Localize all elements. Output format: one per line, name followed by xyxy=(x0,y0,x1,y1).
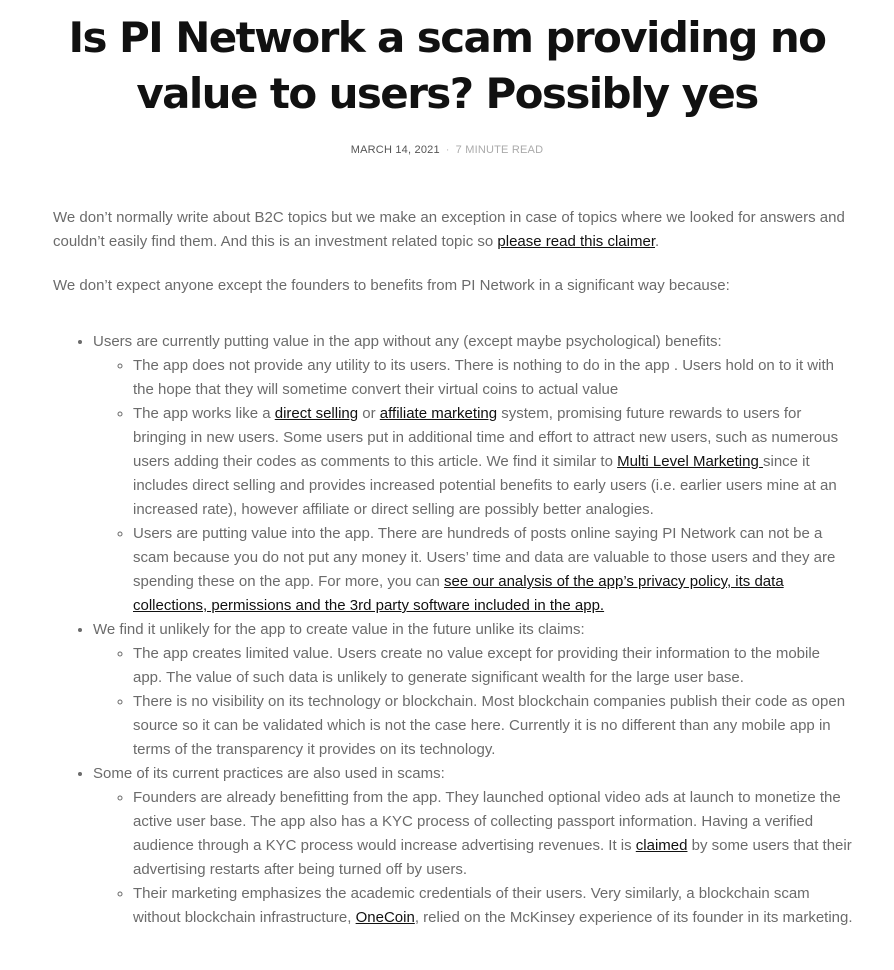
reason-item xyxy=(93,330,853,618)
sub-item: ◦ The app creates limited value. Users create no value except for providing their information to the mobile app. The value of such data is unlikely to generate significant wealth for the large user base. xyxy=(133,642,853,690)
claimed-link[interactable]: claimed xyxy=(635,837,688,854)
sub-list xyxy=(93,354,853,618)
intro-end: . xyxy=(655,233,660,250)
intro-text: We don’t normally write about B2C topics but we make an exception in case of topics where we looked for answers and couldn’t easily find them. And this is an investment related topic so xyxy=(53,209,845,250)
reasons-intro: We don’t expect anyone except the founders to benefits from PI Network in a significant way because: xyxy=(53,277,730,294)
sub-list xyxy=(93,786,853,930)
intro-paragraph xyxy=(53,206,853,254)
sub-text: , relied on the McKinsey experience of its founder in its marketing. xyxy=(414,909,853,926)
publish-date: MARCH 14, 2021 xyxy=(350,144,440,156)
direct-selling-link[interactable]: direct selling xyxy=(274,405,359,422)
sub-text: Founders are already benefitting from the app. They launched optional video ads at launch to monetize the active user base. The app also has a KYC process of collecting passport information. Having a verified audience through a KYC process would increase advertising revenues. It is xyxy=(133,789,841,854)
sub-item xyxy=(133,402,853,522)
sub-item: ◦ The app does not provide any utility to its users. There is nothing to do in the app . Users hold on to it with the hope that they will sometime convert their virtual coins to actual value xyxy=(133,354,853,402)
sub-text: Users are putting value into the app. There are hundreds of posts online saying PI Network can not be a scam because you do not put any money it. Users’ time and data are valuable to those users and they are spending these on the app. For more, you can xyxy=(133,525,836,590)
sub-text: The app works like a xyxy=(133,405,275,422)
sub-list xyxy=(93,642,853,762)
reason-item xyxy=(93,618,853,762)
article-title: Is PI Network a scam providing no value to users? Possibly yes xyxy=(68,13,826,118)
affiliate-marketing-link[interactable]: affiliate marketing xyxy=(379,405,498,422)
reason-item xyxy=(93,762,853,930)
meta-separator: · xyxy=(445,144,450,156)
reason-label: We find it unlikely for the app to create value in the future unlike its claims: xyxy=(93,621,585,638)
sub-text: or xyxy=(358,405,380,422)
reason-label: Users are currently putting value in the app without any (except maybe psychological) benefits: xyxy=(93,333,722,350)
onecoin-link[interactable]: OneCoin xyxy=(355,909,415,926)
claimer-link[interactable]: please read this claimer xyxy=(497,233,655,250)
reason-label: Some of its current practices are also used in scams: xyxy=(93,765,445,782)
sub-item xyxy=(133,786,853,882)
sub-text: Their marketing emphasizes the academic credentials of their users. Very similarly, a blockchain scam without blockchain infrastructure, xyxy=(133,885,810,926)
sub-item: ◦ There is no visibility on its technology or blockchain. Most blockchain companies publish their code as open source so it can be validated which is not the case here. Currently it is no different than any mobile app in terms of the transparency it provides on its technology. xyxy=(133,690,853,762)
multi-level-marketing-link[interactable]: Multi Level Marketing xyxy=(617,453,763,470)
article-meta xyxy=(0,144,894,156)
sub-text: system, promising future rewards to users for bringing in new users. Some users put in additional time and effort to attract new users, such as numerous users adding their codes as comments to this article. We find it similar to xyxy=(133,405,839,470)
read-time: 7 MINUTE READ xyxy=(455,144,544,156)
reasons-list xyxy=(53,330,853,930)
sub-text: by some users that their advertising restarts after being turned off by users. xyxy=(133,837,852,878)
sub-item xyxy=(133,522,853,618)
sub-text: since it includes direct selling and provides increased potential benefits to early users (i.e. earlier users mine at an increased rate), however affiliate or direct selling are possibly better analogies. xyxy=(133,453,837,518)
privacy-analysis-link[interactable]: see our analysis of the app’s privacy policy, its data collections, permissions and the 3rd party software included in the app. xyxy=(133,573,784,614)
article-body xyxy=(53,206,853,930)
sub-item xyxy=(133,882,853,930)
